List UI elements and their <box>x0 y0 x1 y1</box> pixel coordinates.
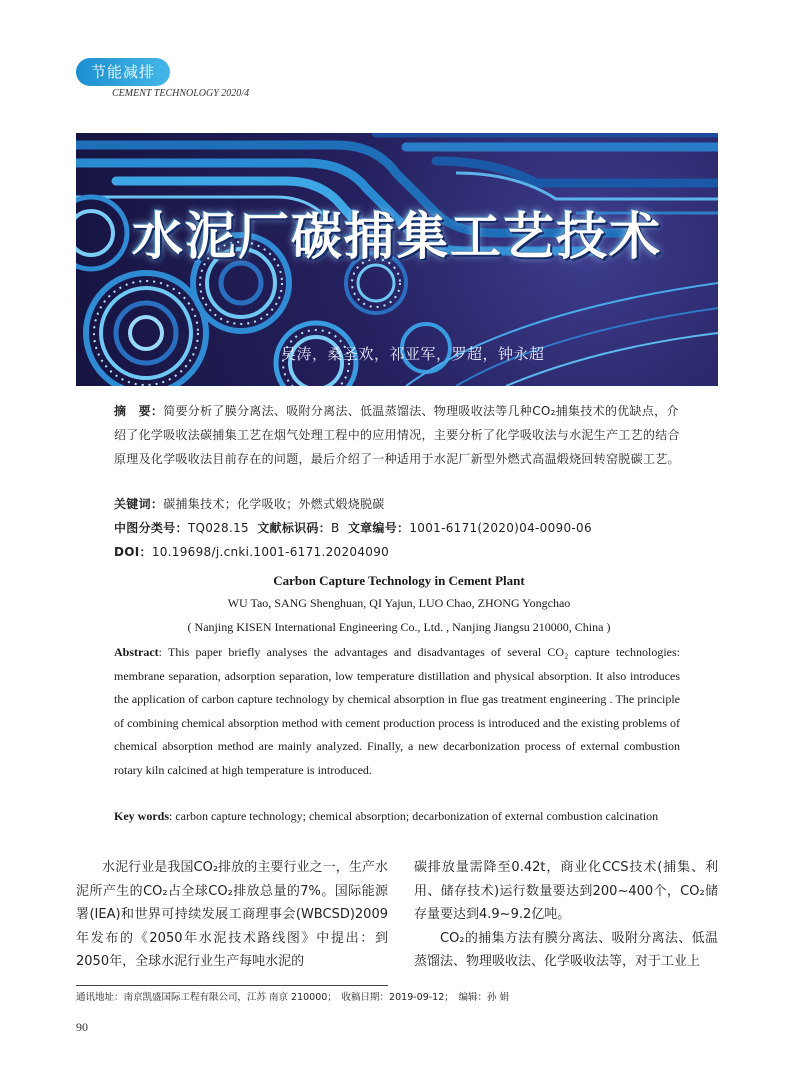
body-paragraph: CO₂的捕集方法有膜分离法、吸附分离法、低温蒸馏法、物理吸收法、化学吸收法等，对于工业上 <box>414 930 718 969</box>
footnote: 通讯地址：南京凯盛国际工程有限公司，江苏 南京 210000； 收稿日期：2019-09-12； 编辑：孙 娟 <box>76 992 510 1003</box>
doi-label: DOI： <box>114 545 152 559</box>
article-title: 水泥厂碳捕集工艺技术 <box>131 208 662 267</box>
doc-code-label: 文献标识码： <box>257 521 332 535</box>
english-abstract-label: Abstract <box>114 645 159 659</box>
article-number-value: 1001-6171(2020)04-0090-06 <box>409 521 592 535</box>
footnote-rule <box>76 985 388 986</box>
article-authors: 吴涛，桑圣欢，祁亚军，罗超，钟永超 <box>281 345 545 363</box>
body-left-column <box>76 856 388 974</box>
body-right-column <box>414 856 718 974</box>
english-title: Carbon Capture Technology in Cement Plant <box>273 573 525 588</box>
keywords-cn <box>114 492 684 516</box>
section-tag: 节能减排 <box>76 58 170 86</box>
keywords-cn-text: 碳捕集技术；化学吸收；外燃式煅烧脱碳 <box>163 497 385 511</box>
abstract-cn-text: 简要分析了膜分离法、吸附分离法、低温蒸馏法、物理吸收法等几种CO₂捕集技术的优缺点，介绍了化学吸收法碳捕集工艺在烟气处理工程中的应用情况，主要分析了化学吸收法与水泥生产工艺的结合原理及化学吸收法目前存在的问题，最后介绍了一种适用于水泥厂新型外燃式高温煅烧回转窑脱碳工艺。 <box>114 404 680 466</box>
english-keywords <box>114 805 680 829</box>
body-paragraph: 碳排放量需降至0.42t，商业化CCS技术(捕集、利用、储存技术)运行数量要达到200~400个，CO₂储存量要达到4.9~9.2亿吨。 <box>414 860 718 922</box>
clc-label: 中图分类号： <box>114 521 188 535</box>
keywords-cn-label: 关键词： <box>114 497 164 511</box>
english-affiliation: ( Nanjing KISEN International Engineering Co., Ltd. , Nanjing Jiangsu 210000, China ) <box>187 620 611 634</box>
abstract-cn <box>114 399 684 471</box>
title-banner <box>76 133 718 386</box>
english-authors: WU Tao, SANG Shenghuan, QI Yajun, LUO Chao, ZHONG Yongchao <box>227 596 571 610</box>
abstract-cn-label: 摘 要： <box>114 404 164 418</box>
english-keywords-text: : carbon capture technology; chemical absorption; decarbonization of external combustion calcination <box>169 809 659 823</box>
doi-line <box>114 540 684 564</box>
english-keywords-label: Key words <box>114 809 169 823</box>
page-number: 90 <box>76 1020 88 1034</box>
classification-line <box>114 516 684 540</box>
doc-code-value: B <box>331 521 340 535</box>
article-number-label: 文章编号： <box>347 521 410 535</box>
clc-value: TQ028.15 <box>187 521 249 535</box>
journal-line: CEMENT TECHNOLOGY 2020/4 <box>112 88 250 99</box>
doi-value: 10.19698/j.cnki.1001-6171.20204090 <box>151 545 390 559</box>
english-abstract <box>114 641 680 782</box>
english-abstract-text: : This paper briefly analyses the advantages and disadvantages of several CO₂ capture technologies: membrane separation, adsorption separation, low temperature distillation and physical absorption. It also introduces the application of carbon capture technology by chemical absorption in flue gas treatment engineering . The principle of combining chemical absorption method with cement production process is introduced and the existing problems of chemical absorption method are mainly analyzed. Finally, a new decarbonization process of external combustion rotary kiln calcined at high temperature is introduced. <box>114 645 680 777</box>
body-paragraph: 水泥行业是我国CO₂排放的主要行业之一，生产水泥所产生的CO₂占全球CO₂排放总量的7%。国际能源署(IEA)和世界可持续发展工商理事会(WBCSD)2009年发布的《2050年水泥技术路线图》中提出：到2050年，全球水泥行业生产每吨水泥的 <box>76 860 388 969</box>
